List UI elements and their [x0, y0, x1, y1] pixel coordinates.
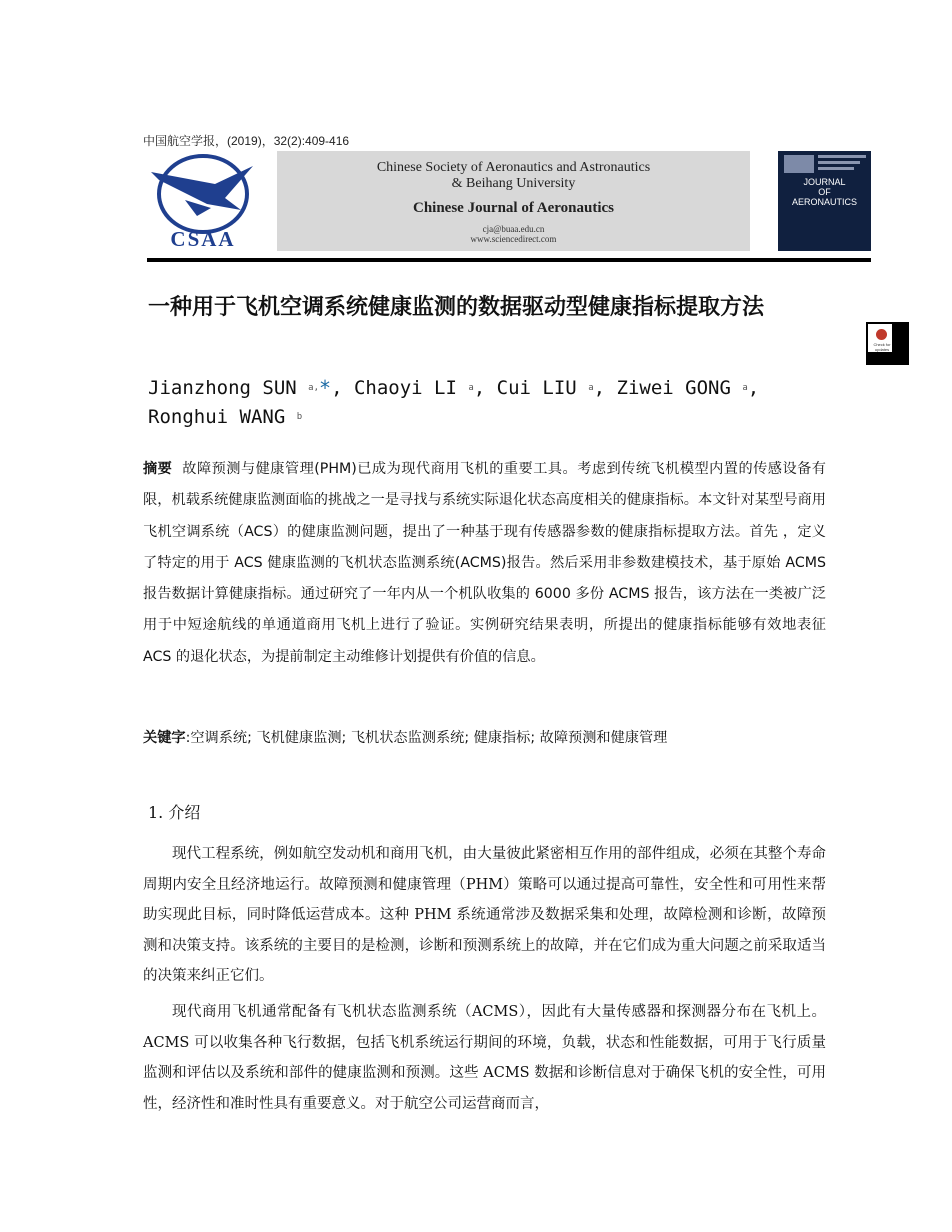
- csaa-emblem-icon: [145, 150, 263, 250]
- keywords-text: :空调系统; 飞机健康监测; 飞机状态监测系统; 健康指标; 故障预测和健康管理: [185, 730, 668, 746]
- author-affiliation: a: [468, 383, 474, 393]
- banner-url[interactable]: www.sciencedirect.com: [470, 234, 557, 244]
- body-paragraph: 现代工程系统，例如航空发动机和商用飞机，由大量彼此紧密相互作用的部件组成，必须在其整个寿命周期内安全且经济地运行。故障预测和健康管理（PHM）策略可以通过提高可靠性，安全性和可用性来帮助实现此目标，同时降低运营成本。这种 PHM 系统通常涉及数据采集和处理，故障检测和诊断，故障预测和决策支持。该系统的主要目的是检测，诊断和预测系统上的故障，并在它们成为重大问题之前采取适当的决策来纠正它们。: [143, 846, 826, 984]
- author-affiliation: a: [588, 383, 594, 393]
- author-affiliation: b: [296, 412, 303, 422]
- cover-title-line1: JOURNAL: [803, 177, 846, 187]
- author-affiliation: a: [742, 383, 748, 393]
- banner-journal-name: Chinese Journal of Aeronautics: [413, 200, 614, 216]
- banner-society: Chinese Society of Aeronautics and Astronautics: [376, 160, 651, 175]
- author-name[interactable]: Chaoyi LI: [353, 377, 457, 399]
- abstract-label: 摘要: [143, 461, 173, 477]
- author-name[interactable]: Jianzhong SUN: [148, 377, 297, 399]
- author-affiliation: a,: [308, 383, 320, 393]
- keywords-label: 关键字: [143, 730, 186, 746]
- body-paragraph: 现代商用飞机通常配备有飞机状态监测系统（ACMS），因此有大量传感器和探测器分布在飞机上。ACMS 可以收集各种飞行数据，包括飞机系统运行期间的环境，负载，状态和性能数据，可用于飞行质量监测和评估以及系统和部件的健康监测和预测。这些 ACMS 数据和诊断信息对于确保飞机的安全性，可用性，经济性和准时性具有重要意义。对于航空公司运营商而言，: [143, 1004, 826, 1112]
- banner-email[interactable]: cja@buaa.edu.cn: [482, 224, 545, 234]
- paper-title: 一种用于飞机空调系统健康监测的数据驱动型健康指标提取方法: [148, 295, 765, 320]
- badge-label: Check for updates: [873, 342, 891, 352]
- corresponding-author-mark: *: [319, 376, 332, 400]
- crossmark-icon: [876, 329, 887, 340]
- author-name[interactable]: Cui LIU: [496, 377, 577, 399]
- section-heading: 1. 介绍: [148, 803, 201, 822]
- cover-title-line3: AERONAUTICS: [791, 197, 857, 207]
- cover-logo-block: [784, 155, 814, 173]
- author-name[interactable]: Ziwei GONG: [616, 377, 731, 399]
- keywords: [143, 727, 833, 749]
- abstract-text: 故障预测与健康管理(PHM)已成为现代商用飞机的重要工具。考虑到传统飞机模型内置的传感设备有限，机载系统健康监测面临的挑战之一是寻找与系统实际退化状态高度相关的健康指标。本文针对某型号商用飞机空调系统（ACS）的健康监测问题，提出了一种基于现有传感器参数的健康指标提取方法。首先 ，定义了特定的用于 ACS 健康监测的飞机状态监测系统(ACMS)报告。然后采用非参数建模技术，基于原始 ACMS 报告数据计算健康指标。通过研究了一年内从一个机队收集的 6000 多份 ACMS 报告，该方法在一类被广泛用于中短途航线的单通道商用飞机上进行了验证。实例研究结果表明，所提出的健康指标能够有效地表征 ACS 的退化状态，为提前制定主动维修计划提供有价值的信息。: [143, 461, 826, 665]
- author-list: Jianzhong SUN $^{a,}$*, Chaoyi LI $^a$, Cui LIU $^a$, Ziwei GONG $^a$, Ronghui WANG $^b$: [148, 376, 760, 428]
- banner-university: & Beihang University: [451, 176, 576, 191]
- logo-text: CSAA: [170, 227, 236, 250]
- citation-line: 中国航空学报，(2019)，32(2):409-416: [143, 134, 350, 148]
- csaa-logo: [145, 150, 263, 250]
- header-divider: [147, 258, 871, 262]
- cover-title-line2: OF: [818, 187, 831, 197]
- abstract: [143, 454, 826, 673]
- journal-cover-thumbnail: [778, 151, 871, 251]
- check-for-updates-badge[interactable]: [866, 322, 909, 365]
- journal-banner: [277, 151, 750, 251]
- author-name[interactable]: Ronghui WANG: [148, 406, 286, 428]
